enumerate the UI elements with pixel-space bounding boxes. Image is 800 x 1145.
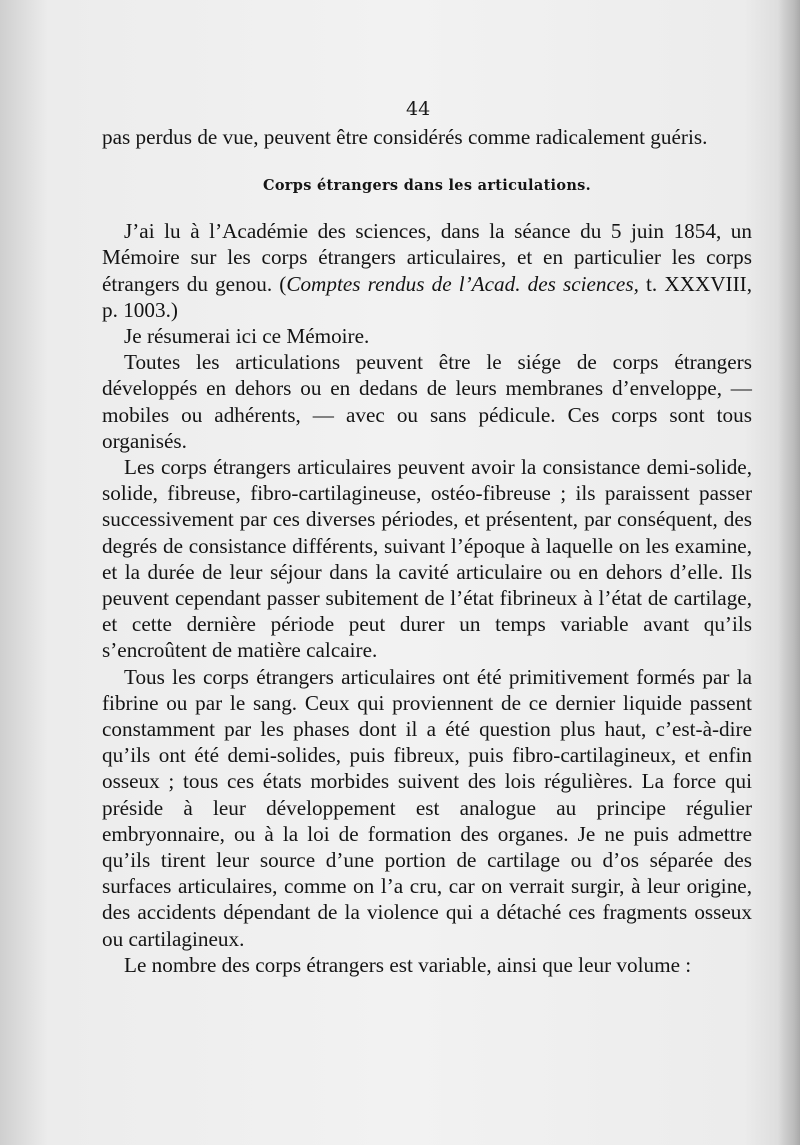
paragraph-origine: Tous les corps étrangers articulaires ont été primitivement formés par la fibrine ou par le sang. Ceux qui proviennent de ce dernier liquide passent constamment par les phases dont il a été question plus haut, c’est-à-dire qu’ils ont été demi-solides, puis fibreux, puis fibro-cartilagineux, et enfin osseux ; tous ces états morbides suivent des lois régulières. La force qui préside à leur développement est analogue au principe régulier embryonnaire, ou à la loi de formation des organes. Je ne puis admettre qu’ils tirent leur source d’une portion de cartilage ou d’os séparée des surfaces articulaires, comme on l’a cru, car on verrait surgir, à leur origine, des accidents dépendant de la violence qui a détaché ces fragments osseux ou cartilagineux. [102, 664, 752, 951]
paragraph-resume: Je résumerai ici ce Mémoire. [124, 324, 370, 349]
continuation-paragraph: pas perdus de vue, peuvent être considérés comme radicalement guéris. [102, 125, 708, 149]
section-title: Corps étrangers dans les articulations. [263, 177, 591, 195]
paragraph-nombre: Le nombre des corps étrangers est variable, ainsi que leur volume : [124, 952, 692, 977]
citation-title: Comptes rendus de l’Acad. des sciences, [286, 271, 639, 296]
paragraph-academie-end: t. XXXVIII, p. 1003.) [102, 271, 752, 322]
body-text [102, 124, 752, 978]
paragraph-articulations: Toutes les articulations peuvent être le siége de corps étrangers développés en dehors ou en dedans de leurs membranes d’enveloppe, — mobiles ou adhérents, — avec ou sans pédicule. Ces corps sont tous organisés. [102, 350, 752, 453]
paragraph-consistance: Les corps étrangers articulaires peuvent avoir la consistance demi-solide, solide, fibreuse, fibro-cartilagineuse, ostéo-fibreuse ; ils paraissent passer successivement par ces diverses périodes, et présentent, par conséquent, des degrés de consistance différents, suivant l’époque à laquelle on les examine, et la durée de leur séjour dans la cavité articulaire ou en dehors d’elle. Ils peuvent cependant passer subitement de l’état fibrineux à l’état de cartilage, et cette dernière période peut durer un temps variable avant qu’ils s’encroûtent de matière calcaire. [102, 455, 752, 663]
paragraph-academie [102, 218, 752, 323]
paragraph-academie-start: J’ai lu à l’Académie des sciences, dans la séance du 5 juin 1854, un Mémoire sur les corps étrangers articulaires, et en particulier les corps étrangers du genou. ( [102, 219, 752, 296]
page-edge-shadow [778, 0, 800, 1145]
page-number: 44 [406, 98, 431, 120]
